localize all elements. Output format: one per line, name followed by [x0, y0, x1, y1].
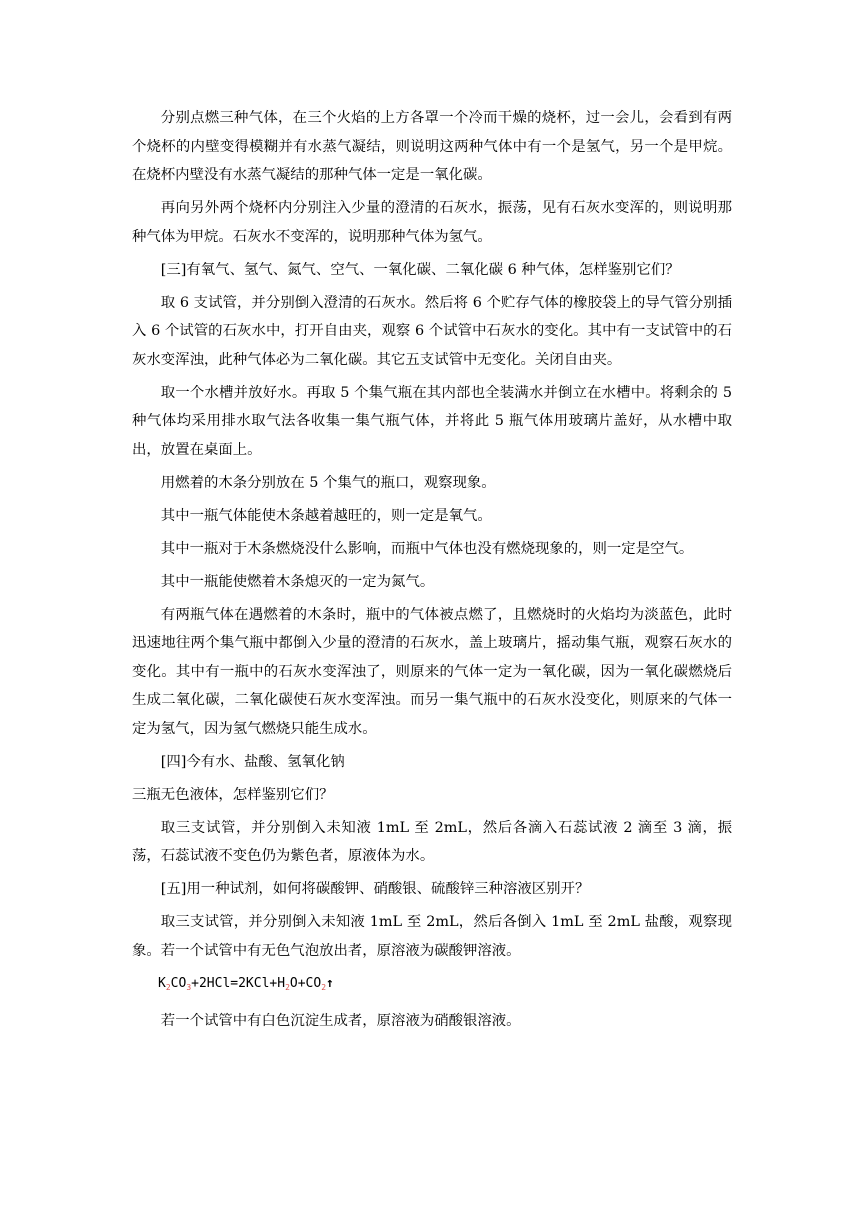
formula-part: O+CO — [289, 975, 322, 991]
section-heading: [四]今有水、盐酸、氢氧化钠 — [160, 753, 345, 770]
formula-subscript: 3 — [186, 982, 192, 992]
paragraph: 若一个试管中有白色沉淀生成者，原溶液为硝酸银溶液。 — [160, 1012, 521, 1029]
chemical-equation — [132, 970, 732, 1003]
paragraph: 其中一瓶能使燃着木条熄灭的一定为氮气。 — [160, 573, 435, 590]
paragraph: 取三支试管，并分别倒入未知液 1mL 至 2mL，然后各滴入石蕊试液 2 滴至 3 滴，振荡，石蕊试液不变色仍为紫色者，原液体为水。 — [132, 819, 732, 864]
formula-subscript: 2 — [165, 982, 171, 992]
formula-part: CO — [170, 975, 187, 991]
formula-subscript: 2 — [285, 982, 290, 992]
formula-part: +2HCl=2KCl+H — [191, 975, 286, 991]
formula-subscript: 2 — [321, 982, 327, 992]
formula-part: K — [158, 975, 166, 991]
paragraph: 再向另外两个烧杯内分别注入少量的澄清的石灰水，振荡，见有石灰水变浑的，则说明那种气体为甲烷。石灰水不变浑的，说明那种气体为氢气。 — [132, 200, 732, 245]
paragraph: 用燃着的木条分别放在 5 个集气的瓶口，观察现象。 — [160, 474, 496, 491]
paragraph: 分别点燃三种气体，在三个火焰的上方各罩一个冷而干燥的烧杯，过一会儿，会看到有两个烧杯的内壁变得模糊并有水蒸气凝结，则说明这两种气体中有一个是氢气，另一个是甲烷。在烧杯内壁没有水蒸气凝结的那种气体一定是一氧化碳。 — [132, 110, 732, 183]
paragraph: 其中一瓶气体能使木条越着越旺的，则一定是氧气。 — [160, 507, 492, 524]
paragraph: 有两瓶气体在遇燃着的木条时，瓶中的气体被点燃了，且燃烧时的火焰均为淡蓝色，此时迅速地往两个集气瓶中都倒入少量的澄清的石灰水，盖上玻璃片，摇动集气瓶，观察石灰水的变化。其中有一瓶中的石灰水变浑浊了，则原来的气体一定为一氧化碳，因为一氧化碳燃烧后生成二氧化碳，二氧化碳使石灰水变浑浊。而另一集气瓶中的石灰水没变化，则原来的气体一定为氢气，因为氢气燃烧只能生成水。 — [132, 606, 732, 737]
section-heading: [五]用一种试剂，如何将碳酸钾、硝酸银、硫酸锌三种溶液区别开？ — [160, 881, 590, 897]
gas-arrow-icon: ↑ — [326, 975, 334, 991]
paragraph: 其中一瓶对于木条燃烧没什么影响，而瓶中气体也没有燃烧现象的，则一定是空气。 — [160, 540, 694, 557]
paragraph: 取 6 支试管，并分别倒入澄清的石灰水。然后将 6 个贮存气体的橡胶袋上的导气管分别插入 6 个试管的石灰水中，打开自由夹，观察 6 个试管中石灰水的变化。其中有一支试管中的石灰水变浑浊，此种气体必为二氧化碳。其它五支试管中无变化。关闭自由夹。 — [132, 294, 732, 368]
section-heading: [三]有氧气、氢气、氮气、空气、一氧化碳、二氧化碳 6 种气体，怎样鉴别它们？ — [160, 261, 680, 278]
paragraph: 取一个水槽并放好水。再取 5 个集气瓶在其内部也全装满水并倒立在水槽中。将剩余的 5 种气体均采用排水取气法各收集一集气瓶气体，并将此 5 瓶气体用玻璃片盖好，从水槽中取出，放置在桌面上。 — [132, 384, 732, 458]
document-page — [132, 104, 732, 1040]
paragraph: 取三支试管，并分别倒入未知液 1mL 至 2mL，然后各倒入 1mL 至 2mL 盐酸，观察现象。若一个试管中有无色气泡放出者，原溶液为碳酸钾溶液。 — [132, 914, 732, 959]
paragraph: 三瓶无色液体，怎样鉴别它们？ — [132, 786, 334, 803]
